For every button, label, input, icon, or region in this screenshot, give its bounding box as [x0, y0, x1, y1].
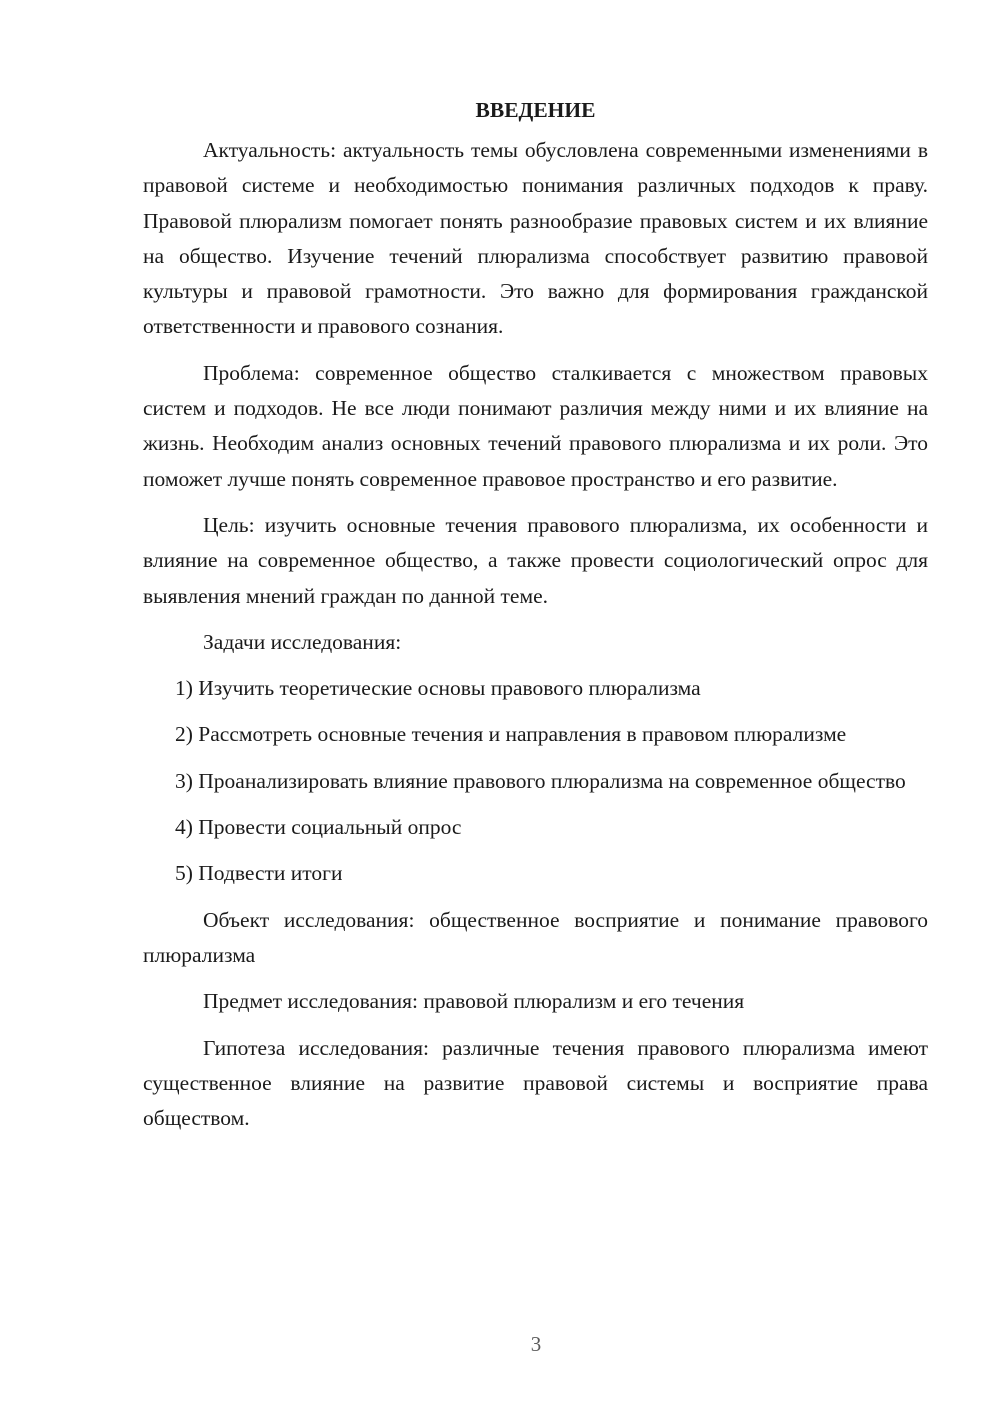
task-item-1: 1) Изучить теоретические основы правового плюрализма: [175, 676, 701, 701]
task-item-2: 2) Рассмотреть основные течения и направления в правовом плюрализме: [175, 722, 847, 747]
paragraph-hypothesis: Гипотеза исследования: различные течения правового плюрализма имеют существенное влияние на развитие правовой системы и восприятие права обществом.: [143, 1035, 928, 1131]
paragraph-problem: Проблема: современное общество сталкивается с множеством правовых систем и подходов. Не все люди понимают различия между ними и их влияние на жизнь. Необходим анализ основных течений правового плюрализма и их роли. Это поможет лучше понять современное правовое пространство и его развитие.: [143, 360, 928, 491]
paragraph-subject: Предмет исследования: правовой плюрализм и его течения: [203, 989, 745, 1014]
paragraph-goal: Цель: изучить основные течения правового плюрализма, их особенности и влияние на современное общество, а также провести социологический опрос для выявления мнений граждан по данной теме.: [143, 512, 928, 608]
task-item-3: 3) Проанализировать влияние правового плюрализма на современное общество: [175, 768, 906, 793]
document-page: [143, 92, 928, 1147]
paragraph-object: Объект исследования: общественное восприятие и понимание правового плюрализма: [143, 907, 928, 967]
paragraph-relevance: Актуальность: актуальность темы обусловлена современными изменениями в правовой системе и необходимостью понимания различных подходов к праву. Правовой плюрализм помогает понять разнообразие правовых систем и их влияние на общество. Изучение течений плюрализма способствует развитию правовой культуры и правовой грамотности. Это важно для формирования гражданской ответственности и правового сознания.: [143, 138, 928, 339]
section-heading: ВВЕДЕНИЕ: [475, 98, 596, 122]
task-item-4: 4) Провести социальный опрос: [175, 815, 462, 840]
task-item-5: 5) Подвести итоги: [175, 861, 343, 886]
page-number: 3: [530, 1332, 542, 1356]
tasks-title: Задачи исследования:: [203, 629, 402, 654]
